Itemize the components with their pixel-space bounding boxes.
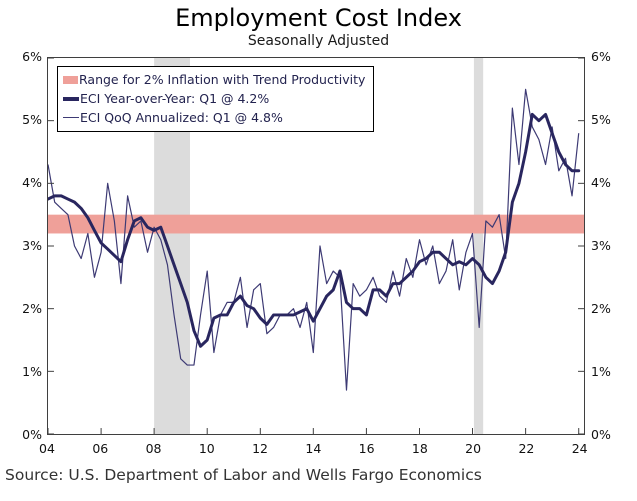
- thick-line-swatch-icon: [63, 97, 79, 101]
- x-axis-tick-label: 18: [411, 441, 428, 456]
- y-axis-tick-label-right: 5%: [591, 112, 611, 127]
- y-axis-tick-label-left: 2%: [22, 301, 42, 316]
- chart-subtitle: Seasonally Adjusted: [247, 33, 390, 49]
- y-axis-tick-label-right: 0%: [591, 427, 611, 442]
- legend: [57, 66, 374, 132]
- legend-item-range-band: [63, 70, 365, 89]
- x-axis-tick-label: 16: [358, 441, 375, 456]
- range-band-swatch-icon: [63, 76, 78, 84]
- x-axis-tick-label: 10: [198, 441, 215, 456]
- legend-item-eci-qoq: [63, 108, 365, 127]
- x-axis-tick-label: 06: [92, 441, 109, 456]
- y-axis-tick-label-left: 5%: [22, 112, 42, 127]
- y-axis-tick-label-right: 2%: [591, 301, 611, 316]
- legend-item-eci-yoy: [63, 89, 365, 108]
- x-axis-tick-label: 14: [305, 441, 322, 456]
- y-axis-tick-label-right: 4%: [591, 175, 611, 190]
- recession-band: [474, 58, 483, 434]
- inflation-range-band: [48, 215, 584, 234]
- y-axis-tick-label-left: 0%: [22, 427, 42, 442]
- x-axis-tick-label: 24: [571, 441, 588, 456]
- y-axis-tick-label-left: 3%: [22, 238, 42, 253]
- legend-label-eci-yoy: ECI Year-over-Year: Q1 @ 4.2%: [80, 91, 270, 106]
- y-axis-tick-label-left: 4%: [22, 175, 42, 190]
- source-note: Source: U.S. Department of Labor and Wells Fargo Economics: [5, 466, 482, 484]
- x-axis-tick-label: 08: [145, 441, 162, 456]
- x-axis-tick-label: 22: [518, 441, 535, 456]
- y-axis-tick-label-left: 6%: [22, 49, 42, 64]
- y-axis-tick-label-left: 1%: [22, 364, 42, 379]
- thin-line-swatch-icon: [63, 117, 79, 119]
- x-axis-tick-label: 04: [39, 441, 55, 456]
- y-axis-tick-label-right: 3%: [591, 238, 611, 253]
- x-axis-tick-label: 20: [465, 441, 482, 456]
- legend-label-range-band: Range for 2% Inflation with Trend Productivity: [79, 72, 366, 87]
- y-axis-tick-label-right: 6%: [591, 49, 611, 64]
- chart-title: Employment Cost Index: [175, 4, 462, 32]
- legend-label-eci-qoq: ECI QoQ Annualized: Q1 @ 4.8%: [80, 110, 283, 125]
- x-axis-tick-label: 12: [252, 441, 269, 456]
- y-axis-tick-label-right: 1%: [591, 364, 611, 379]
